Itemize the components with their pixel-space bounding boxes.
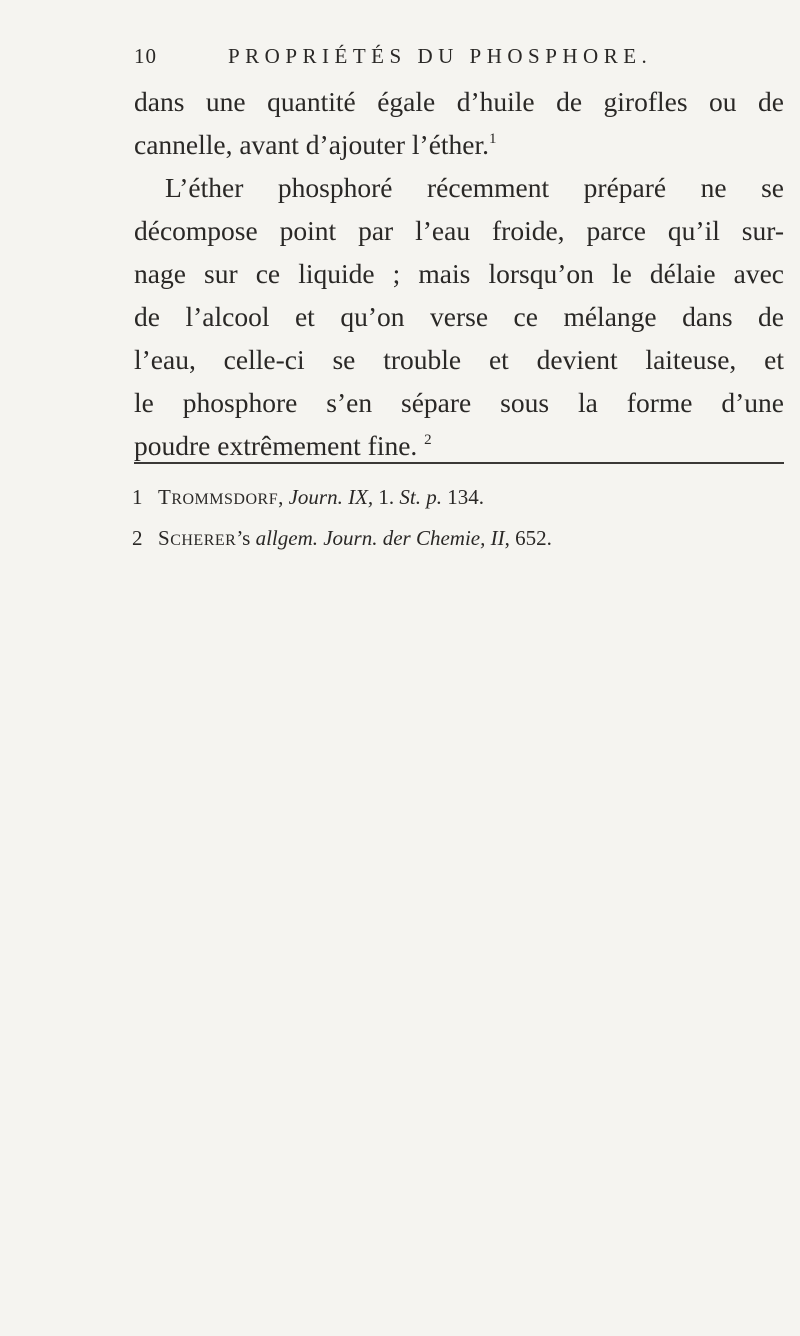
page-number: 10 [134, 44, 157, 68]
body-line-text: poudre extrêmement fine. [134, 430, 418, 461]
body-line: dans une quantité égale d’huile de girofles ou de [134, 86, 784, 117]
footnote-volume: , 652. [504, 526, 552, 550]
body-line-text: cannelle, avant d’ajouter l’éther. [134, 129, 490, 160]
footnote [132, 519, 782, 560]
footnote-author-initial: T [158, 485, 172, 509]
footnotes [132, 478, 782, 560]
footnote-page: 134. [442, 485, 485, 509]
footnote [132, 478, 782, 519]
body-line: nage sur ce liquide ; mais lorsqu’on le délaie avec [134, 258, 784, 289]
body-line [134, 424, 784, 467]
footnote-ref: 1 [489, 131, 497, 147]
footnote-separator-rule [134, 462, 784, 464]
footnote-ref: 2 [424, 432, 432, 448]
running-head [134, 44, 674, 74]
footnote-number: 1 [132, 485, 143, 509]
body-line: l’eau, celle-ci se trouble et devient laiteuse, et [134, 344, 784, 375]
footnote-author: ROMMSDORF [171, 491, 279, 508]
body-paragraphs [134, 80, 784, 467]
footnote-author-initial: S [158, 526, 171, 550]
body-line [134, 123, 784, 166]
body-line: le phosphore s’en sépare sous la forme d’une [134, 387, 784, 418]
footnote-volume: 1. [373, 485, 400, 509]
footnote-number: 2 [132, 526, 143, 550]
running-title: PROPRIÉTÉS DU PHOSPHORE. [228, 44, 653, 68]
footnote-author-suffix: ’s [236, 526, 251, 550]
footnote-journal: allgem. Journ. der Chemie, II [255, 526, 505, 550]
body-line: décompose point par l’eau froide, parce qu’il sur- [134, 215, 784, 246]
footnote-author: CHERER [170, 532, 237, 549]
body-line: L’éther phosphoré récemment préparé ne se [165, 172, 784, 203]
footnote-part: St. p. [399, 485, 443, 509]
footnote-journal: Journ. IX, [288, 485, 374, 509]
body-line: de l’alcool et qu’on verse ce mélange dans de [134, 301, 784, 332]
footnote-author-suffix: , [278, 485, 284, 509]
